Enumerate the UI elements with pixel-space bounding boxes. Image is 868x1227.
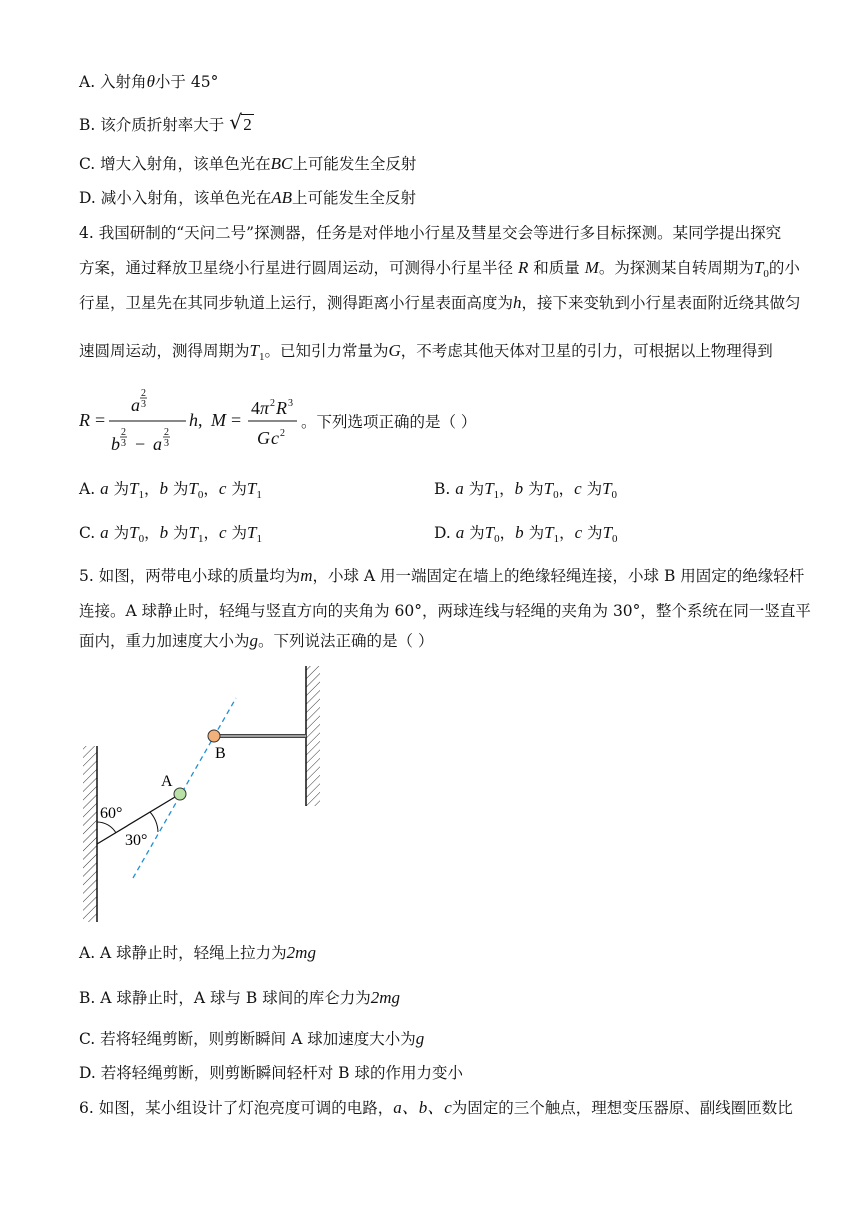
angle-arc-60 [97, 822, 116, 833]
var-b: b [159, 479, 168, 498]
ball-a [174, 788, 186, 800]
period-symbol: T [484, 479, 494, 498]
label-a: A [161, 773, 173, 790]
period-symbol: T [188, 479, 198, 498]
svg-text:a: a [131, 395, 140, 415]
var-c: c [218, 479, 227, 498]
period-symbol: T [602, 523, 613, 542]
period-subscript: 1 [553, 533, 560, 545]
option-label: C. [79, 524, 101, 542]
label-b: B [215, 745, 226, 762]
period-symbol: T [544, 523, 554, 542]
text: ， [499, 524, 516, 542]
q4-stem-line2: 方案，通过释放卫星绕小行星进行圆周运动，可测得小行星半径 R 和质量 M。为探测某自转周期为$T_0$的小 [79, 258, 800, 280]
right-wall [306, 666, 320, 806]
svg-text:=: = [231, 410, 242, 430]
svg-text:3: 3 [121, 438, 126, 449]
svg-text:3: 3 [288, 398, 293, 409]
q4-stem-line4: 速圆周运动，测得周期为$T_1$。已知引力常量为G，不考虑其他天体对卫星的引力，可根据以上物理得到 [79, 341, 773, 363]
text: ， [559, 524, 575, 542]
period-subscript: 1 [138, 489, 144, 501]
period-symbol: T [188, 523, 198, 542]
svg-text:2: 2 [280, 428, 285, 439]
text: 为 [168, 524, 189, 542]
var-c: c [574, 479, 582, 498]
text: 为 [523, 480, 544, 498]
var-b: b [514, 479, 524, 498]
var-c: c [574, 523, 583, 542]
svg-text:G: G [257, 428, 270, 448]
period-symbol: T [129, 479, 139, 498]
text: ， [203, 524, 220, 542]
period-subscript: 1 [198, 533, 204, 545]
svg-text:b: b [111, 434, 120, 454]
var-a: a [455, 479, 464, 498]
q3-option-d: D. 减小入射角，该单色光在AB上可能发生全反射 [79, 188, 417, 207]
svg-text:3: 3 [141, 399, 146, 410]
text: 为 [463, 480, 485, 498]
q4-formula [79, 384, 599, 464]
svg-text:3: 3 [164, 438, 169, 449]
ball-b [208, 730, 220, 742]
q4-formula-tail: 。下列选项正确的是（ ） [301, 413, 477, 431]
var-a: a [100, 479, 109, 498]
q5-option-d: D. 若将轻绳剪断，则剪断瞬间轻杆对 B 球的作用力变小 [79, 1064, 463, 1082]
period-symbol: T [129, 523, 139, 542]
var-a: a [100, 523, 109, 542]
option-label: B. [434, 480, 456, 498]
q4-option-b [434, 478, 617, 506]
q5-stem-line2: 连接。A 球静止时，轻绳与竖直方向的夹角为 60°，两球连线与轻绳的夹角为 30°，整个系统在同一竖直平 [79, 602, 811, 620]
period-subscript: 0 [612, 533, 618, 545]
option-label: D. [434, 524, 456, 542]
svg-text:c: c [271, 428, 279, 448]
q4-stem-line1: 4. 我国研制的“天问二号”探测器，任务是对伴地小行星及彗星交会等进行多目标探测。某同学提出探究 [79, 224, 782, 242]
period-symbol: T [484, 523, 495, 542]
var-b: b [159, 523, 169, 542]
svg-text:π: π [260, 398, 270, 418]
svg-text:R: R [79, 410, 90, 430]
text: 为 [581, 480, 603, 498]
svg-text:2: 2 [121, 427, 126, 438]
text: 为 [108, 524, 130, 542]
period-symbol: T [602, 479, 612, 498]
text: 为 [108, 480, 129, 498]
var-c: c [219, 523, 227, 542]
q4-option-c [79, 522, 262, 550]
period-subscript: 0 [197, 489, 204, 501]
angle-label-30: 30° [125, 832, 148, 849]
var-a: a [455, 523, 465, 542]
period-subscript: 1 [256, 533, 262, 545]
ab-dashed-line [133, 698, 236, 878]
angle-arc-30 [150, 812, 158, 832]
period-symbol: T [247, 523, 257, 542]
period-subscript: 0 [553, 489, 559, 501]
q5-stem-line1: 5. 如图，两带电小球的质量均为m，小球 A 用一端固定在墙上的绝缘轻绳连接，小球 B 用固定的绝缘轻杆 [79, 566, 805, 585]
period-symbol: T [246, 479, 257, 498]
q3-option-a: A. 入射角θ小于 45° [79, 72, 219, 91]
q4-option-a [79, 478, 262, 506]
text: 为 [167, 480, 189, 498]
svg-text:a: a [153, 434, 162, 454]
text: 为 [523, 524, 545, 542]
angle-label-60: 60° [100, 805, 123, 822]
left-wall [83, 746, 97, 922]
text: 为 [464, 524, 485, 542]
text: ， [203, 480, 219, 498]
q3-option-c: C. 增大入射角，该单色光在BC上可能发生全反射 [79, 154, 417, 173]
q5-option-c: C. 若将轻绳剪断，则剪断瞬间 A 球加速度大小为g [79, 1029, 425, 1048]
svg-text:,: , [198, 410, 203, 430]
text: 为 [582, 524, 603, 542]
text: ， [558, 480, 575, 498]
text: ， [144, 524, 160, 542]
q3-option-b: B. 该介质折射率大于 √ 2 [79, 110, 252, 134]
svg-text:2: 2 [270, 398, 275, 409]
svg-text:M: M [211, 410, 226, 430]
q5-figure [70, 660, 330, 930]
q4-stem-line3: 行星，卫星先在其同步轨道上运行，测得距离小行星表面高度为h，接下来变轨到小行星表面附近绕其做匀 [79, 293, 801, 312]
svg-text:2: 2 [141, 388, 146, 399]
q5-stem-line3: 面内，重力加速度大小为g。下列说法正确的是（ ） [79, 631, 434, 650]
text: ， [143, 480, 160, 498]
q5-option-b: B. A 球静止时，A 球与 B 球间的库仑力为2mg [79, 988, 401, 1007]
svg-text:−: − [135, 434, 146, 454]
period-subscript: 1 [256, 489, 262, 501]
q5-option-a: A. A 球静止时，轻绳上拉力为2mg [79, 943, 316, 962]
svg-text:R: R [276, 398, 287, 418]
text: ， [499, 480, 515, 498]
sqrt-symbol: √ 2 [229, 110, 252, 134]
period-subscript: 0 [494, 533, 500, 545]
text: 为 [226, 480, 247, 498]
q4-option-d [434, 522, 618, 550]
svg-text:h: h [189, 410, 198, 430]
svg-text:4: 4 [251, 398, 260, 418]
period-subscript: 0 [611, 489, 618, 501]
period-subscript: 0 [138, 533, 145, 545]
q6-stem-line1: 6. 如图，某小组设计了灯泡亮度可调的电路，a、b、c为固定的三个触点，理想变压器原、副线圈匝数比 [79, 1098, 793, 1117]
var-b: b [515, 523, 524, 542]
svg-text:=: = [95, 410, 106, 430]
period-symbol: T [543, 479, 554, 498]
text: 为 [226, 524, 247, 542]
svg-text:2: 2 [164, 427, 169, 438]
option-label: A. [79, 480, 101, 498]
period-subscript: 1 [493, 489, 500, 501]
